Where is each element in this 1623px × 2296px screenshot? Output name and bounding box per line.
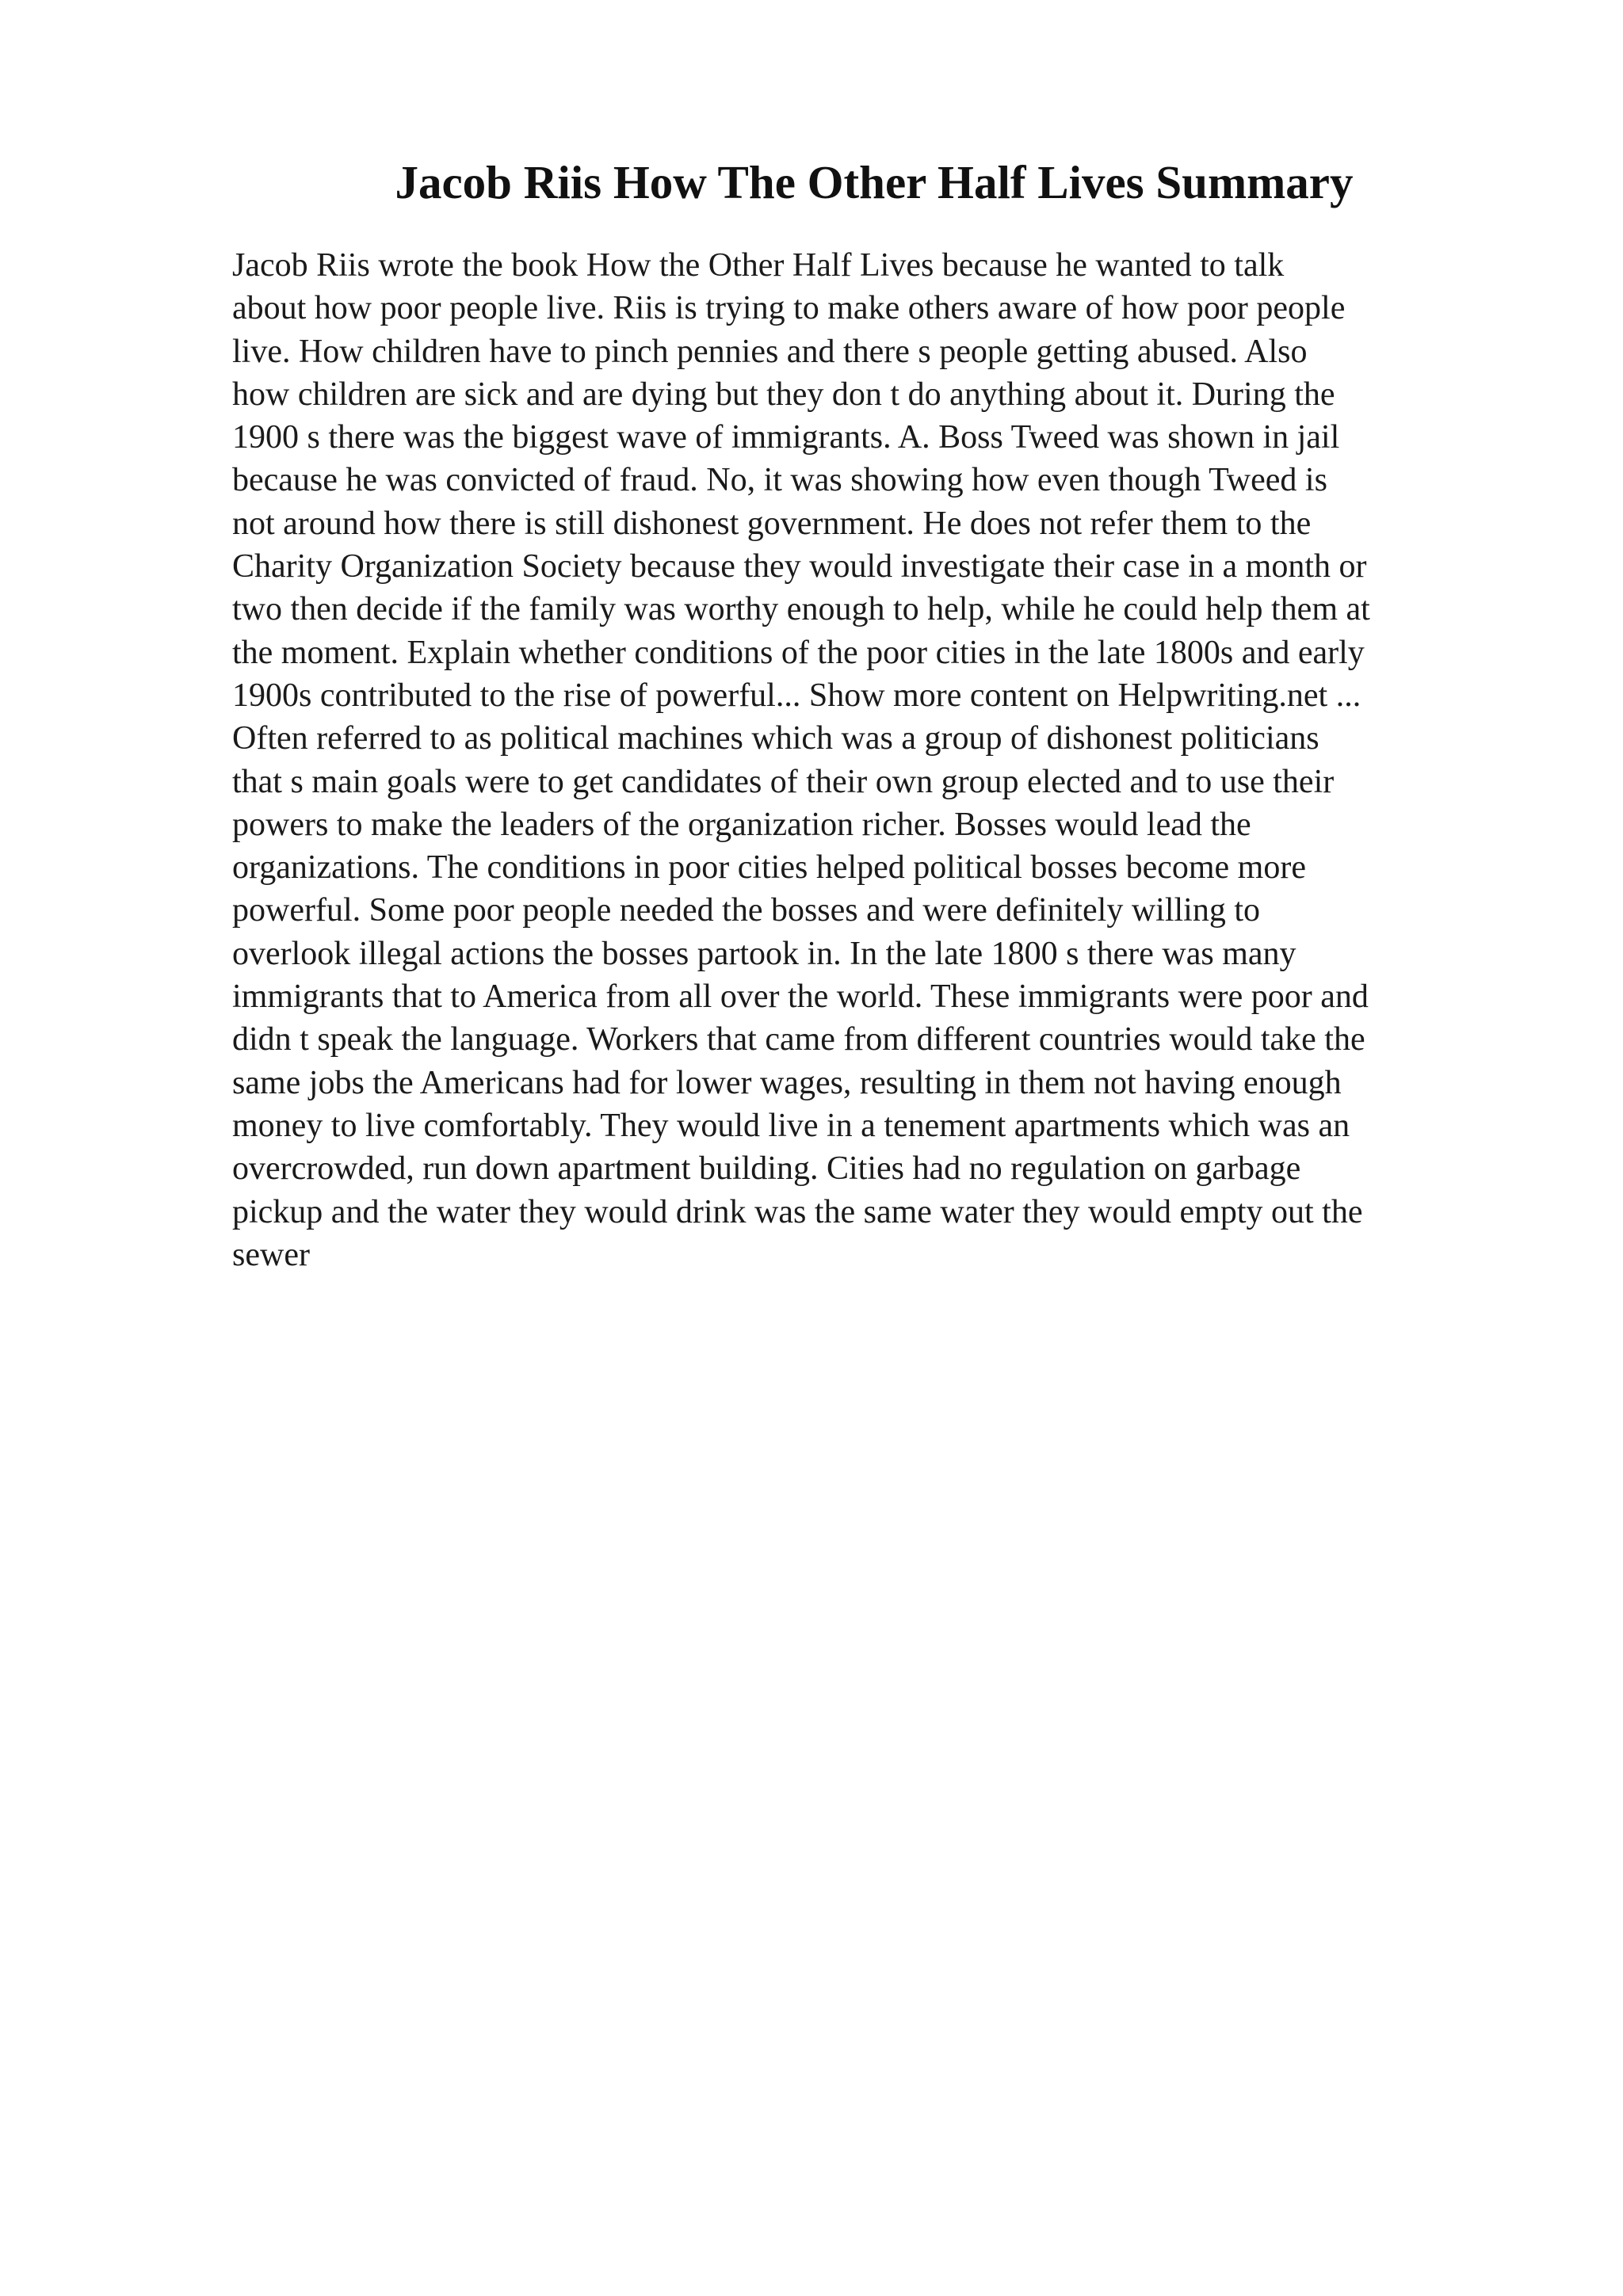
body-line: powers to make the leaders of the organization richer. Bosses would lead the [232, 806, 1251, 843]
body-line: powerful. Some poor people needed the bosses and were definitely willing to [232, 892, 1260, 929]
body-line: about how poor people live. Riis is trying to make others aware of how poor people [232, 290, 1346, 327]
body-line: same jobs the Americans had for lower wages, resulting in them not having enough [232, 1064, 1342, 1101]
body-line: pickup and the water they would drink was the same water they would empty out the [232, 1193, 1363, 1230]
body-line: didn t speak the language. Workers that came from different countries would take the [232, 1021, 1365, 1058]
body-line: Jacob Riis wrote the book How the Other Half Lives because he wanted to talk [232, 247, 1285, 284]
body-line: how children are sick and are dying but they don t do anything about it. During the [232, 376, 1335, 413]
body-line: Often referred to as political machines which was a group of dishonest politicians [232, 720, 1319, 757]
body-line: the moment. Explain whether conditions of the poor cities in the late 1800s and early [232, 634, 1365, 671]
body-line: 1900 s there was the biggest wave of immigrants. A. Boss Tweed was shown in jail [232, 419, 1340, 456]
body-line: because he was convicted of fraud. No, it was showing how even though Tweed is [232, 462, 1327, 499]
body-line: money to live comfortably. They would live in a tenement apartments which was an [232, 1107, 1350, 1144]
body-line: 1900s contributed to the rise of powerful... Show more content on Helpwriting.net ... [232, 677, 1361, 714]
body-text [232, 244, 1516, 1276]
body-line: that s main goals were to get candidates of their own group elected and to use their [232, 763, 1335, 800]
body-line: not around how there is still dishonest government. He does not refer them to the [232, 505, 1312, 542]
body-line: overcrowded, run down apartment building. Cities had no regulation on garbage [232, 1150, 1301, 1188]
page-title: Jacob Riis How The Other Half Lives Summary [395, 156, 1354, 208]
body-line: overlook illegal actions the bosses partook in. In the late 1800 s there was many [232, 935, 1296, 972]
body-line: live. How children have to pinch pennies and there s people getting abused. Also [232, 333, 1308, 370]
body-line: two then decide if the family was worthy enough to help, while he could help them at [232, 591, 1370, 628]
body-line: organizations. The conditions in poor cities helped political bosses become more [232, 849, 1306, 887]
body-line: Charity Organization Society because they would investigate their case in a month or [232, 548, 1367, 585]
body-line: sewer [232, 1236, 310, 1273]
body-line: immigrants that to America from all over the world. These immigrants were poor and [232, 978, 1369, 1016]
